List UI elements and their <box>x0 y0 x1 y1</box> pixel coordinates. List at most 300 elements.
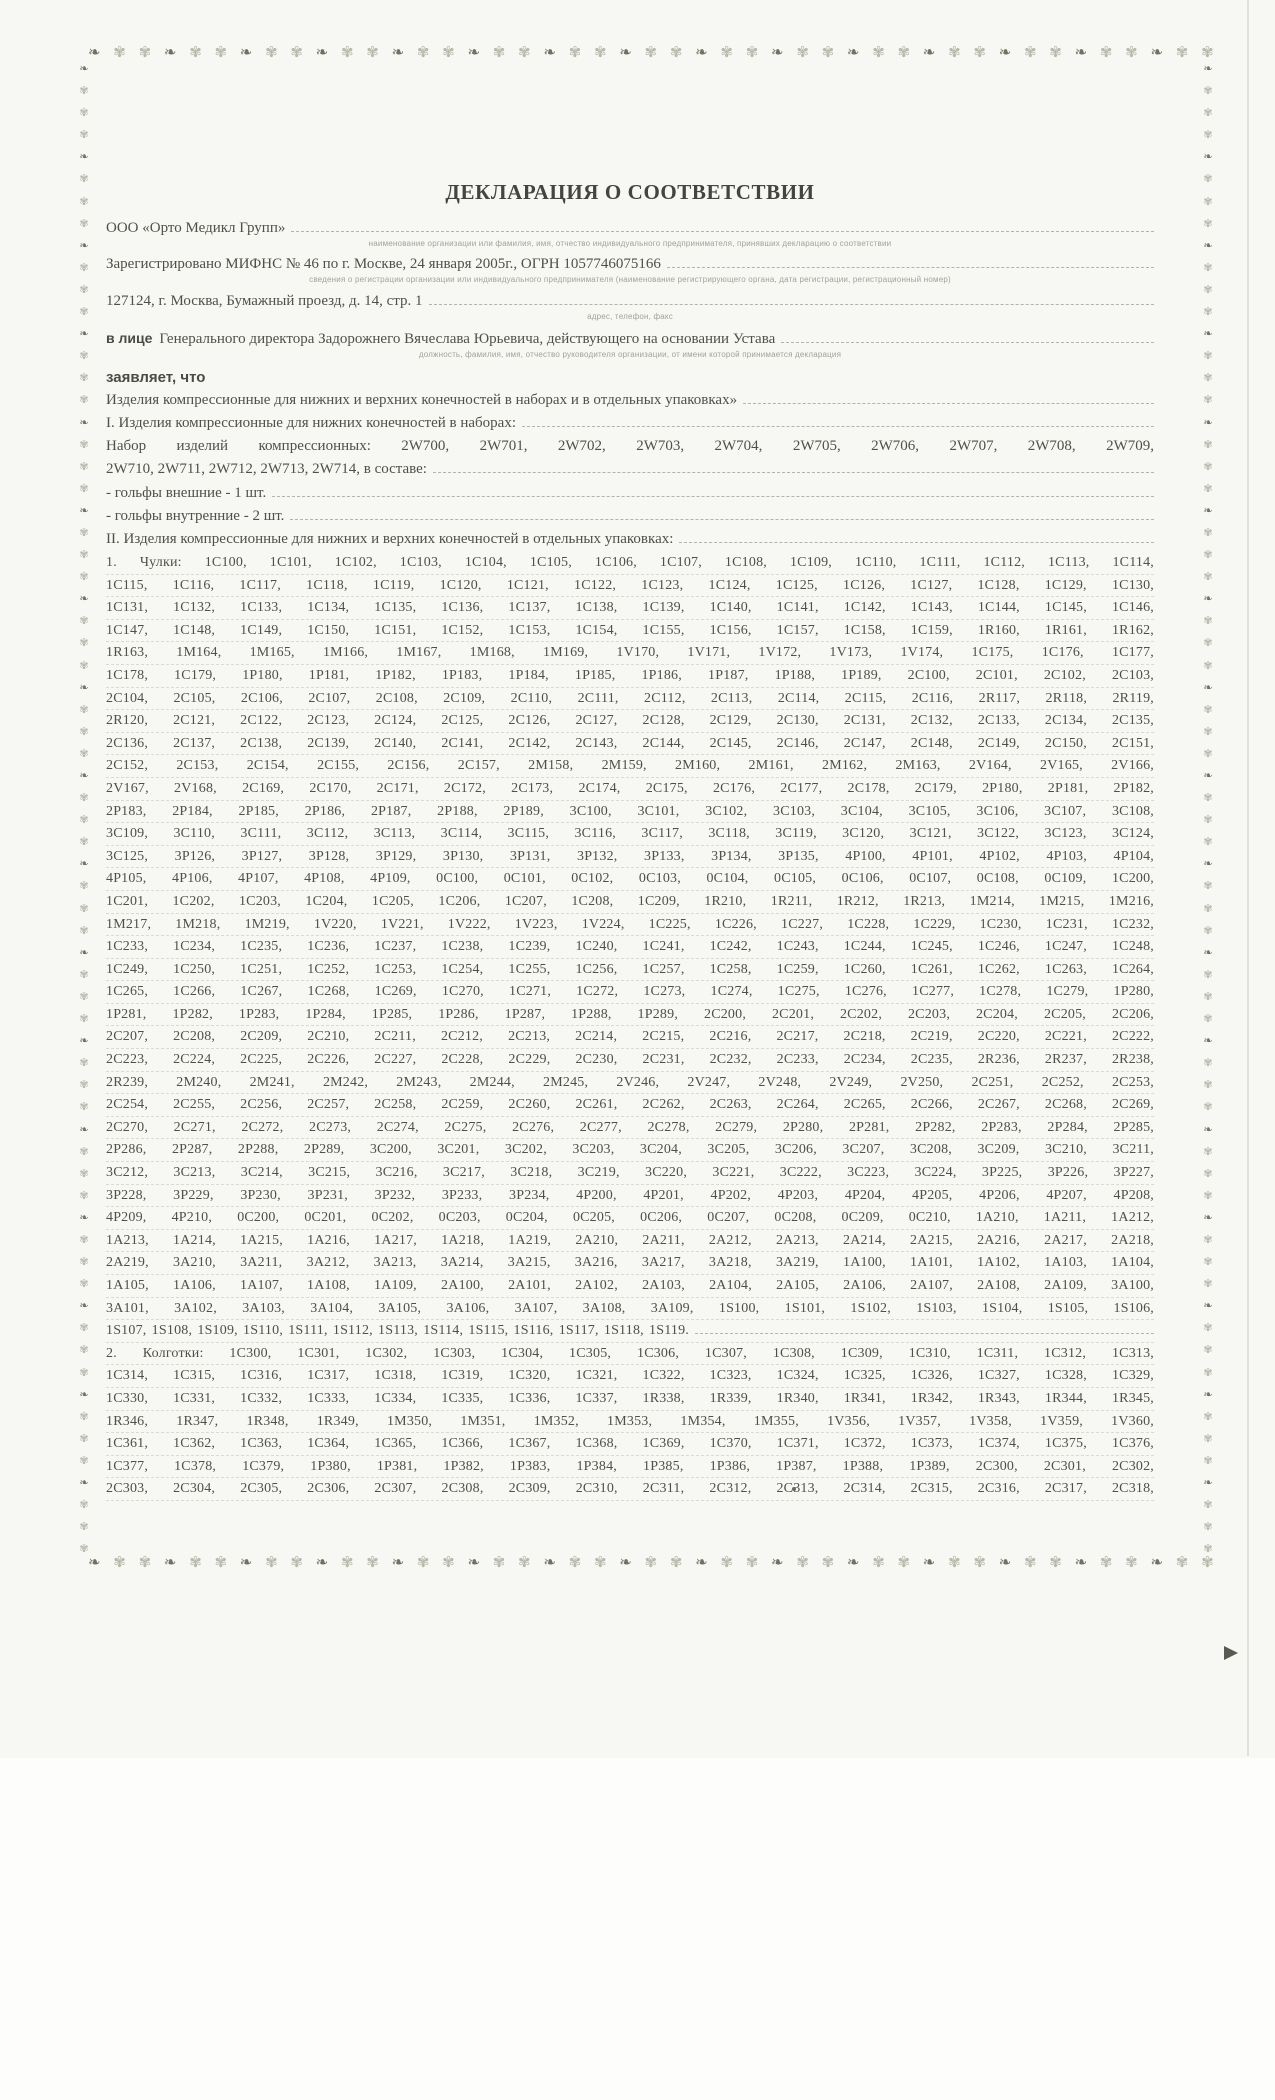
ornament-dark-icon: ❧ <box>88 1555 101 1571</box>
ornament-dark-icon: ❧ <box>1203 416 1213 429</box>
ornament-light-icon: ✾ <box>593 45 607 61</box>
ornament-light-icon: ✾ <box>1203 372 1213 385</box>
ornament-light-icon: ✾ <box>1203 1079 1213 1092</box>
ornament-light-icon: ✾ <box>79 283 89 296</box>
section1-heading: I. Изделия компрессионные для нижних конечностей в наборах: <box>106 415 517 431</box>
ornament-dark-icon: ❧ <box>619 45 632 61</box>
stockings-codes-line: 1C115, 1C116, 1C117, 1C118, 1C119, 1C120, 1C121, 1C122, 1C123, 1C124, 1C125, 1C126, 1C127, 1C128, 1C129, 1C130, <box>106 575 1154 598</box>
ornament-light-icon: ✾ <box>669 1555 683 1571</box>
stockings-codes-line: 2C270, 2C271, 2C272, 2C273, 2C274, 2C275, 2C276, 2C277, 2C278, 2C279, 2P280, 2P281, 2P282, 2P283, 2P284, 2P285, <box>106 1117 1154 1140</box>
ornament-dark-icon: ❧ <box>79 770 89 782</box>
stockings-codes-line: 2C223, 2C224, 2C225, 2C226, 2C227, 2C228, 2C229, 2C230, 2C231, 2C232, 2C233, 2C234, 2C235, 2R236, 2R237, 2R238, <box>106 1049 1154 1072</box>
tights-codes-line: 1C330, 1C331, 1C332, 1C333, 1C334, 1C335, 1C336, 1C337, 1R338, 1R339, 1R340, 1R341, 1R342, 1R343, 1R344, 1R345, <box>106 1388 1154 1411</box>
ornament-light-icon: ✾ <box>1203 814 1213 827</box>
ornament-light-icon: ✾ <box>79 880 89 893</box>
ornament-light-icon: ✾ <box>79 173 89 186</box>
ornament-dark-icon: ❧ <box>79 1035 89 1048</box>
ornament-light-icon: ✾ <box>1203 1521 1213 1534</box>
ornament-light-icon: ✾ <box>442 1555 455 1571</box>
form-rule <box>781 342 1154 343</box>
set-codes-line2: 2W710, 2W711, 2W712, 2W713, 2W714, в составе: <box>106 461 427 477</box>
ornament-light-icon: ✾ <box>1203 1145 1213 1158</box>
ornament-dark-icon: ❧ <box>79 1300 89 1313</box>
registration-row <box>106 254 1154 285</box>
ornament-light-icon: ✾ <box>79 792 89 805</box>
ornament-light-icon: ✾ <box>79 703 89 716</box>
ornament-light-icon: ✾ <box>1203 129 1213 142</box>
ornament-light-icon: ✾ <box>79 924 89 937</box>
tights-codes-line: 2C303, 2C304, 2C305, 2C306, 2C307, 2C308, 2C309, 2C310, 2C311, 2C312, 2C313, 2C314, 2C315, 2C316, 2C317, 2C318, <box>106 1478 1154 1501</box>
ornament-light-icon: ✾ <box>79 1013 89 1026</box>
ornament-light-icon: ✾ <box>1175 1555 1189 1571</box>
ornament-light-icon: ✾ <box>745 45 759 61</box>
ornament-light-icon: ✾ <box>79 836 89 849</box>
border-ornament-left <box>74 64 94 1556</box>
ornament-light-icon: ✾ <box>79 350 89 363</box>
ornament-light-icon: ✾ <box>1201 1555 1214 1571</box>
arrow-artifact <box>1224 1646 1238 1660</box>
ornament-light-icon: ✾ <box>1125 45 1138 61</box>
stockings-codes-line: 1M217, 1M218, 1M219, 1V220, 1V221, 1V222, 1V223, 1V224, 1C225, 1C226, 1C227, 1C228, 1C229, 1C230, 1C231, 1C232, <box>106 914 1154 937</box>
ornament-light-icon: ✾ <box>796 45 809 61</box>
ornament-light-icon: ✾ <box>79 1145 89 1158</box>
ornament-light-icon: ✾ <box>1203 924 1213 937</box>
border-ornament-right <box>1198 64 1218 1556</box>
ornament-light-icon: ✾ <box>1203 990 1213 1003</box>
ornament-light-icon: ✾ <box>1203 549 1213 562</box>
stockings-codes <box>106 552 1154 1343</box>
scan-edge-line <box>1247 0 1249 1756</box>
ornament-light-icon: ✾ <box>79 1233 89 1246</box>
ornament-light-icon: ✾ <box>113 45 126 61</box>
ornament-light-icon: ✾ <box>79 659 89 672</box>
ornament-light-icon: ✾ <box>79 1521 89 1534</box>
stockings-codes-line: 3C212, 3C213, 3C214, 3C215, 3C216, 3C217, 3C218, 3C219, 3C220, 3C221, 3C222, 3C223, 3C224, 3P225, 3P226, 3P227, <box>106 1162 1154 1185</box>
form-rule <box>272 496 1154 497</box>
ornament-light-icon: ✾ <box>1203 1410 1213 1423</box>
form-rule <box>667 267 1154 268</box>
ornament-dark-icon: ❧ <box>1203 1123 1213 1136</box>
ornament-light-icon: ✾ <box>1203 747 1213 760</box>
set-item-inner-row <box>106 506 1154 526</box>
address-caption: адрес, телефон, факс <box>587 312 673 321</box>
ornament-light-icon: ✾ <box>79 1410 89 1423</box>
ornament-light-icon: ✾ <box>821 1555 835 1571</box>
ornament-light-icon: ✾ <box>1203 902 1213 915</box>
ornament-dark-icon: ❧ <box>467 45 481 61</box>
ornament-dark-icon: ❧ <box>1203 1211 1213 1224</box>
ornament-light-icon: ✾ <box>973 1555 986 1571</box>
ornament-dark-icon: ❧ <box>391 45 405 61</box>
ornament-dark-icon: ❧ <box>239 45 253 61</box>
ornament-light-icon: ✾ <box>1203 1233 1213 1246</box>
border-ornament-bottom <box>88 1556 1214 1571</box>
ornament-dark-icon: ❧ <box>1203 1477 1213 1489</box>
stockings-codes-line: 1P281, 1P282, 1P283, 1P284, 1P285, 1P286, 1P287, 1P288, 1P289, 2C200, 2C201, 2C202, 2C203, 2C204, 2C205, 2C206, <box>106 1004 1154 1027</box>
ornament-dark-icon: ❧ <box>79 681 89 694</box>
ornament-light-icon: ✾ <box>1203 1454 1213 1467</box>
ornament-light-icon: ✾ <box>79 85 89 98</box>
tights-codes-line: 2. Колготки: 1C300, 1C301, 1C302, 1C303, 1C304, 1C305, 1C306, 1C307, 1C308, 1C309, 1C310, 1C311, 1C312, 1C313, <box>106 1343 1154 1366</box>
ornament-dark-icon: ❧ <box>239 1555 253 1571</box>
ornament-light-icon: ✾ <box>79 526 89 539</box>
ornament-light-icon: ✾ <box>1203 85 1213 98</box>
stockings-codes-line: 2C152, 2C153, 2C154, 2C155, 2C156, 2C157, 2M158, 2M159, 2M160, 2M161, 2M162, 2M163, 2V164, 2V165, 2V166, <box>106 755 1154 778</box>
ornament-light-icon: ✾ <box>79 990 89 1003</box>
form-rule <box>522 426 1154 427</box>
ornament-light-icon: ✾ <box>79 1189 89 1202</box>
ornament-light-icon: ✾ <box>1203 1013 1213 1026</box>
ornament-light-icon: ✾ <box>872 45 885 61</box>
form-rule <box>679 542 1154 543</box>
stockings-codes-line: 1R163, 1M164, 1M165, 1M166, 1M167, 1M168, 1M169, 1V170, 1V171, 1V172, 1V173, 1V174, 1C175, 1C176, 1C177, <box>106 642 1154 665</box>
ornament-light-icon: ✾ <box>79 460 89 473</box>
ornament-dark-icon: ❧ <box>79 858 89 871</box>
ornament-light-icon: ✾ <box>1203 659 1213 672</box>
ornament-light-icon: ✾ <box>720 1555 733 1571</box>
ornament-light-icon: ✾ <box>1203 526 1213 539</box>
ornament-light-icon: ✾ <box>214 1555 228 1571</box>
ornament-light-icon: ✾ <box>1023 1555 1037 1571</box>
address-row <box>106 291 1154 322</box>
ornament-light-icon: ✾ <box>79 637 89 650</box>
ornament-dark-icon: ❧ <box>1203 151 1213 164</box>
stockings-codes-line: 1A105, 1A106, 1A107, 1A108, 1A109, 2A100, 2A101, 2A102, 2A103, 2A104, 2A105, 2A106, 2A107, 2A108, 2A109, 3A100, <box>106 1275 1154 1298</box>
stockings-codes-line: 1. Чулки: 1C100, 1C101, 1C102, 1C103, 1C104, 1C105, 1C106, 1C107, 1C108, 1C109, 1C110, 1C111, 1C112, 1C113, 1C114, <box>106 552 1154 575</box>
org-name-caption: наименование организации или фамилия, имя, отчество индивидуального предпринимателя, принявших декларацию о соответствии <box>368 239 892 248</box>
section2-heading: II. Изделия компрессионные для нижних и верхних конечностей в отдельных упаковках: <box>106 531 674 547</box>
ornament-dark-icon: ❧ <box>88 45 101 61</box>
stockings-codes-line: 1C233, 1C234, 1C235, 1C236, 1C237, 1C238, 1C239, 1C240, 1C241, 1C242, 1C243, 1C244, 1C245, 1C246, 1C247, 1C248, <box>106 936 1154 959</box>
ornament-light-icon: ✾ <box>113 1555 126 1571</box>
stockings-codes-line: 1C178, 1C179, 1P180, 1P181, 1P182, 1P183, 1P184, 1P185, 1P186, 1P187, 1P188, 1P189, 2C100, 2C101, 2C102, 2C103, <box>106 665 1154 688</box>
stockings-codes-line: 4P209, 4P210, 0C200, 0C201, 0C202, 0C203, 0C204, 0C205, 0C206, 0C207, 0C208, 0C209, 0C210, 1A210, 1A211, 1A212, <box>106 1207 1154 1230</box>
representative-caption: должность, фамилия, имя, отчество руководителя организации, от имени которой принимается декларация <box>418 350 842 359</box>
ornament-light-icon: ✾ <box>669 45 683 61</box>
tights-codes <box>106 1343 1154 1501</box>
ornament-light-icon: ✾ <box>1203 1189 1213 1202</box>
ornament-dark-icon: ❧ <box>1203 593 1213 606</box>
ornament-dark-icon: ❧ <box>922 1555 936 1571</box>
ornament-light-icon: ✾ <box>1203 1256 1213 1269</box>
ornament-light-icon: ✾ <box>1203 1057 1213 1070</box>
ornament-light-icon: ✾ <box>492 1555 506 1571</box>
ornament-light-icon: ✾ <box>1203 725 1213 738</box>
ornament-dark-icon: ❧ <box>771 45 784 61</box>
ornament-light-icon: ✾ <box>79 394 89 407</box>
ornament-light-icon: ✾ <box>1203 1543 1213 1556</box>
ornament-dark-icon: ❧ <box>79 63 89 75</box>
ornament-light-icon: ✾ <box>79 1366 89 1379</box>
stockings-codes-line: 2V167, 2V168, 2C169, 2C170, 2C171, 2C172, 2C173, 2C174, 2C175, 2C176, 2C177, 2C178, 2C179, 2P180, 2P181, 2P182, <box>106 778 1154 801</box>
ornament-light-icon: ✾ <box>1099 1555 1113 1571</box>
ornament-light-icon: ✾ <box>1125 1555 1138 1571</box>
representative-row <box>106 328 1154 360</box>
stockings-codes-line: 2A219, 3A210, 3A211, 3A212, 3A213, 3A214, 3A215, 3A216, 3A217, 3A218, 3A219, 1A100, 1A101, 1A102, 1A103, 1A104, <box>106 1252 1154 1275</box>
ornament-light-icon: ✾ <box>366 1555 379 1571</box>
ornament-dark-icon: ❧ <box>163 1555 177 1571</box>
ornament-dark-icon: ❧ <box>543 45 556 61</box>
ornament-dark-icon: ❧ <box>1203 1300 1213 1313</box>
scanner-bed-area <box>0 1758 1275 2100</box>
ornament-light-icon: ✾ <box>720 45 733 61</box>
ornament-light-icon: ✾ <box>79 571 89 584</box>
ornament-dark-icon: ❧ <box>467 1555 481 1571</box>
ornament-light-icon: ✾ <box>1099 45 1113 61</box>
ornament-light-icon: ✾ <box>416 1555 430 1571</box>
ornament-light-icon: ✾ <box>79 747 89 760</box>
ornament-dark-icon: ❧ <box>1203 328 1213 341</box>
ornament-dark-icon: ❧ <box>1150 1555 1164 1571</box>
set-codes-line2-row <box>106 459 1154 479</box>
ornament-dark-icon: ❧ <box>79 946 89 959</box>
ornament-light-icon: ✾ <box>1203 1499 1213 1512</box>
ornament-light-icon: ✾ <box>1203 1432 1213 1445</box>
ornament-light-icon: ✾ <box>1023 45 1037 61</box>
org-name: ООО «Орто Медикл Групп» <box>106 220 286 236</box>
ornament-light-icon: ✾ <box>1203 880 1213 893</box>
ornament-light-icon: ✾ <box>492 45 506 61</box>
ornament-light-icon: ✾ <box>79 107 89 120</box>
stockings-codes-line: 1S107, 1S108, 1S109, 1S110, 1S111, 1S112, 1S113, 1S114, 1S115, 1S116, 1S117, 1S118, 1S119. <box>106 1320 1154 1343</box>
declares-row <box>106 368 1154 388</box>
section1-heading-row <box>106 413 1154 433</box>
ornament-dark-icon: ❧ <box>922 45 936 61</box>
ornament-light-icon: ✾ <box>79 1454 89 1467</box>
tights-codes-line: 1C361, 1C362, 1C363, 1C364, 1C365, 1C366, 1C367, 1C368, 1C369, 1C370, 1C371, 1C372, 1C373, 1C374, 1C375, 1C376, <box>106 1433 1154 1456</box>
page-title: ДЕКЛАРАЦИЯ О СООТВЕТСТВИИ <box>445 180 815 204</box>
ornament-light-icon: ✾ <box>79 549 89 562</box>
stockings-codes-line: 2R120, 2C121, 2C122, 2C123, 2C124, 2C125, 2C126, 2C127, 2C128, 2C129, 2C130, 2C131, 2C132, 2C133, 2C134, 2C135, <box>106 710 1154 733</box>
ornament-dark-icon: ❧ <box>1203 1388 1213 1401</box>
ornament-light-icon: ✾ <box>79 1079 89 1092</box>
ornament-light-icon: ✾ <box>973 45 986 61</box>
ornament-dark-icon: ❧ <box>1203 63 1213 75</box>
ornament-light-icon: ✾ <box>265 45 278 61</box>
ornament-dark-icon: ❧ <box>79 416 89 429</box>
ornament-light-icon: ✾ <box>518 45 531 61</box>
ornament-dark-icon: ❧ <box>1203 504 1213 517</box>
ornament-light-icon: ✾ <box>79 195 89 208</box>
tights-codes-line: 1C377, 1C378, 1C379, 1P380, 1P381, 1P382, 1P383, 1P384, 1P385, 1P386, 1P387, 1P388, 1P389, 2C300, 2C301, 2C302, <box>106 1456 1154 1479</box>
ornament-dark-icon: ❧ <box>543 1555 556 1571</box>
ornament-light-icon: ✾ <box>1203 460 1213 473</box>
ornament-dark-icon: ❧ <box>315 45 329 61</box>
ornament-dark-icon: ❧ <box>79 504 89 517</box>
ornament-light-icon: ✾ <box>79 1057 89 1070</box>
ornament-light-icon: ✾ <box>79 1322 89 1335</box>
declaration-document <box>106 180 1154 1497</box>
ornament-light-icon: ✾ <box>79 306 89 319</box>
ornament-light-icon: ✾ <box>1203 1278 1213 1291</box>
ornament-light-icon: ✾ <box>644 45 658 61</box>
ornament-light-icon: ✾ <box>79 1256 89 1269</box>
ornament-light-icon: ✾ <box>1203 792 1213 805</box>
ornament-light-icon: ✾ <box>897 45 911 61</box>
ornament-dark-icon: ❧ <box>846 45 860 61</box>
ornament-light-icon: ✾ <box>745 1555 759 1571</box>
ornament-light-icon: ✾ <box>79 725 89 738</box>
ornament-light-icon: ✾ <box>79 129 89 142</box>
stockings-codes-line: 3A101, 3A102, 3A103, 3A104, 3A105, 3A106, 3A107, 3A108, 3A109, 1S100, 1S101, 1S102, 1S103, 1S104, 1S105, 1S106, <box>106 1298 1154 1321</box>
ornament-light-icon: ✾ <box>1203 350 1213 363</box>
ornament-light-icon: ✾ <box>79 261 89 274</box>
form-rule <box>290 519 1154 520</box>
stockings-codes-line: 3P228, 3P229, 3P230, 3P231, 3P232, 3P233, 3P234, 4P200, 4P201, 4P202, 4P203, 4P204, 4P205, 4P206, 4P207, 4P208, <box>106 1185 1154 1208</box>
ornament-light-icon: ✾ <box>821 45 835 61</box>
ornament-light-icon: ✾ <box>1203 703 1213 716</box>
stockings-codes-line: 2R239, 2M240, 2M241, 2M242, 2M243, 2M244, 2M245, 2V246, 2V247, 2V248, 2V249, 2V250, 2C251, 2C252, 2C253, <box>106 1072 1154 1095</box>
ornament-dark-icon: ❧ <box>79 1477 89 1489</box>
org-name-row <box>106 218 1154 249</box>
ornament-light-icon: ✾ <box>290 45 303 61</box>
form-rule <box>429 304 1155 305</box>
ornament-light-icon: ✾ <box>1203 1366 1213 1379</box>
ornament-light-icon: ✾ <box>79 814 89 827</box>
ornament-dark-icon: ❧ <box>79 1123 89 1136</box>
ornament-light-icon: ✾ <box>79 615 89 628</box>
ornament-light-icon: ✾ <box>340 45 354 61</box>
stockings-codes-line: 3C109, 3C110, 3C111, 3C112, 3C113, 3C114, 3C115, 3C116, 3C117, 3C118, 3C119, 3C120, 3C121, 3C122, 3C123, 3C124, <box>106 823 1154 846</box>
ornament-dark-icon: ❧ <box>1203 858 1213 871</box>
ornament-light-icon: ✾ <box>1203 107 1213 120</box>
ornament-light-icon: ✾ <box>79 1167 89 1180</box>
ornament-light-icon: ✾ <box>79 1344 89 1357</box>
stockings-codes-line: 2C207, 2C208, 2C209, 2C210, 2C211, 2C212, 2C213, 2C214, 2C215, 2C216, 2C217, 2C218, 2C219, 2C220, 2C221, 2C222, <box>106 1026 1154 1049</box>
set-item-outer-row <box>106 483 1154 503</box>
ornament-light-icon: ✾ <box>644 1555 658 1571</box>
set-codes-line1: Набор изделий компрессионных: 2W700, 2W701, 2W702, 2W703, 2W704, 2W705, 2W706, 2W707, 2W708, 2W709, <box>106 438 1154 454</box>
ornament-light-icon: ✾ <box>1203 836 1213 849</box>
stockings-codes-line: 2P183, 2P184, 2P185, 2P186, 2P187, 2P188, 2P189, 3C100, 3C101, 3C102, 3C103, 3C104, 3C105, 3C106, 3C107, 3C108, <box>106 801 1154 824</box>
stockings-codes-line: 1C201, 1C202, 1C203, 1C204, 1C205, 1C206, 1C207, 1C208, 1C209, 1R210, 1R211, 1R212, 1R213, 1M214, 1M215, 1M216, <box>106 891 1154 914</box>
ornament-light-icon: ✾ <box>593 1555 607 1571</box>
ornament-light-icon: ✾ <box>1203 637 1213 650</box>
ornament-light-icon: ✾ <box>1203 615 1213 628</box>
ornament-dark-icon: ❧ <box>79 239 89 252</box>
ornament-light-icon: ✾ <box>1175 45 1189 61</box>
ornament-light-icon: ✾ <box>1203 482 1213 495</box>
ornament-light-icon: ✾ <box>1203 173 1213 186</box>
ornament-dark-icon: ❧ <box>1074 1555 1088 1571</box>
tights-codes-line: 1R346, 1R347, 1R348, 1R349, 1M350, 1M351, 1M352, 1M353, 1M354, 1M355, 1V356, 1V357, 1V358, 1V359, 1V360, <box>106 1411 1154 1434</box>
subject-row <box>106 390 1154 410</box>
ornament-light-icon: ✾ <box>1201 45 1214 61</box>
product-codes-block <box>106 552 1154 1501</box>
ornament-dark-icon: ❧ <box>771 1555 784 1571</box>
stockings-codes-line: 1C265, 1C266, 1C267, 1C268, 1C269, 1C270, 1C271, 1C272, 1C273, 1C274, 1C275, 1C276, 1C277, 1C278, 1C279, 1P280, <box>106 981 1154 1004</box>
tights-codes-line: 1C314, 1C315, 1C316, 1C317, 1C318, 1C319, 1C320, 1C321, 1C322, 1C323, 1C324, 1C325, 1C326, 1C327, 1C328, 1C329, <box>106 1365 1154 1388</box>
ornament-light-icon: ✾ <box>1049 1555 1062 1571</box>
registration-info: Зарегистрировано МИФНС № 46 по г. Москве, 24 января 2005г., ОГРН 1057746075166 <box>106 256 661 272</box>
ornament-dark-icon: ❧ <box>695 1555 708 1571</box>
stockings-codes-line: 1C249, 1C250, 1C251, 1C252, 1C253, 1C254, 1C255, 1C256, 1C257, 1C258, 1C259, 1C260, 1C261, 1C262, 1C263, 1C264, <box>106 959 1154 982</box>
ornament-light-icon: ✾ <box>79 372 89 385</box>
ornament-dark-icon: ❧ <box>315 1555 329 1571</box>
stockings-codes-line: 2C104, 2C105, 2C106, 2C107, 2C108, 2C109, 2C110, 2C111, 2C112, 2C113, 2C114, 2C115, 2C116, 2R117, 2R118, 2R119, <box>106 688 1154 711</box>
ornament-light-icon: ✾ <box>189 1555 202 1571</box>
ornament-dark-icon: ❧ <box>1203 239 1213 252</box>
ornament-dark-icon: ❧ <box>695 45 708 61</box>
ornament-light-icon: ✾ <box>1203 438 1213 451</box>
ornament-light-icon: ✾ <box>442 45 455 61</box>
ornament-dark-icon: ❧ <box>998 45 1012 61</box>
declares-label: заявляет, что <box>106 369 206 386</box>
form-rule <box>695 1333 1154 1334</box>
ornament-light-icon: ✾ <box>1203 261 1213 274</box>
ornament-light-icon: ✾ <box>1203 195 1213 208</box>
ornament-light-icon: ✾ <box>79 1432 89 1445</box>
stockings-codes-line: 1C147, 1C148, 1C149, 1C150, 1C151, 1C152, 1C153, 1C154, 1C155, 1C156, 1C157, 1C158, 1C159, 1R160, 1R161, 1R162, <box>106 620 1154 643</box>
ornament-light-icon: ✾ <box>79 217 89 230</box>
stockings-codes-line: 1A213, 1A214, 1A215, 1A216, 1A217, 1A218, 1A219, 2A210, 2A211, 2A212, 2A213, 2A214, 2A215, 2A216, 2A217, 2A218, <box>106 1230 1154 1253</box>
ornament-light-icon: ✾ <box>265 1555 278 1571</box>
ornament-light-icon: ✾ <box>1203 1101 1213 1114</box>
representative-label: в лице <box>106 330 153 346</box>
ornament-light-icon: ✾ <box>214 45 228 61</box>
ornament-dark-icon: ❧ <box>1203 946 1213 959</box>
ornament-light-icon: ✾ <box>79 1101 89 1114</box>
form-rule <box>291 231 1154 232</box>
ornament-light-icon: ✾ <box>138 1555 152 1571</box>
ornament-dark-icon: ❧ <box>846 1555 860 1571</box>
subject-text: Изделия компрессионные для нижних и верхних конечностей в наборах и в отдельных упаковках» <box>106 392 738 408</box>
set-item-inner: - гольфы внутренние - 2 шт. <box>106 508 285 524</box>
ornament-light-icon: ✾ <box>1203 968 1213 981</box>
ornament-light-icon: ✾ <box>1203 571 1213 584</box>
ornament-light-icon: ✾ <box>416 45 430 61</box>
ornament-dark-icon: ❧ <box>1074 45 1088 61</box>
set-item-outer: - гольфы внешние - 1 шт. <box>106 485 267 501</box>
ornament-dark-icon: ❧ <box>619 1555 632 1571</box>
ornament-dark-icon: ❧ <box>391 1555 405 1571</box>
stockings-codes-line: 3C125, 3P126, 3P127, 3P128, 3P129, 3P130, 3P131, 3P132, 3P133, 3P134, 3P135, 4P100, 4P101, 4P102, 4P103, 4P104, <box>106 846 1154 869</box>
ornament-light-icon: ✾ <box>1203 283 1213 296</box>
ornament-light-icon: ✾ <box>79 1278 89 1291</box>
ornament-light-icon: ✾ <box>948 1555 961 1571</box>
representative-name: Генерального директора Задорожнего Вячеслава Юрьевича, действующего на основании Устава <box>159 331 776 347</box>
ornament-light-icon: ✾ <box>1203 306 1213 319</box>
ornament-dark-icon: ❧ <box>79 328 89 341</box>
border-ornament-top <box>88 46 1214 61</box>
ornament-light-icon: ✾ <box>796 1555 809 1571</box>
registration-caption: сведения о регистрации организации или индивидуального предпринимателя (наименование регистрирующего органа, дата регистрации, регистрационный номер) <box>309 275 951 284</box>
ornament-light-icon: ✾ <box>1203 1167 1213 1180</box>
ornament-light-icon: ✾ <box>948 45 961 61</box>
ornament-light-icon: ✾ <box>79 1543 89 1556</box>
stockings-codes-line: 2C136, 2C137, 2C138, 2C139, 2C140, 2C141, 2C142, 2C143, 2C144, 2C145, 2C146, 2C147, 2C148, 2C149, 2C150, 2C151, <box>106 733 1154 756</box>
ornament-light-icon: ✾ <box>189 45 202 61</box>
ornament-light-icon: ✾ <box>290 1555 303 1571</box>
ornament-dark-icon: ❧ <box>163 45 177 61</box>
form-rule <box>433 472 1154 473</box>
ornament-dark-icon: ❧ <box>1203 681 1213 694</box>
form-rule <box>743 403 1154 404</box>
ornament-light-icon: ✾ <box>1203 1344 1213 1357</box>
ornament-light-icon: ✾ <box>897 1555 911 1571</box>
ornament-light-icon: ✾ <box>568 45 582 61</box>
ornament-light-icon: ✾ <box>568 1555 582 1571</box>
ornament-dark-icon: ❧ <box>998 1555 1012 1571</box>
ornament-dark-icon: ❧ <box>79 1211 89 1224</box>
ornament-light-icon: ✾ <box>518 1555 531 1571</box>
ornament-light-icon: ✾ <box>1203 1322 1213 1335</box>
stockings-codes-line: 1C131, 1C132, 1C133, 1C134, 1C135, 1C136, 1C137, 1C138, 1C139, 1C140, 1C141, 1C142, 1C143, 1C144, 1C145, 1C146, <box>106 597 1154 620</box>
ornament-dark-icon: ❧ <box>79 1388 89 1401</box>
stockings-codes-line: 2C254, 2C255, 2C256, 2C257, 2C258, 2C259, 2C260, 2C261, 2C262, 2C263, 2C264, 2C265, 2C266, 2C267, 2C268, 2C269, <box>106 1094 1154 1117</box>
ornament-light-icon: ✾ <box>1049 45 1062 61</box>
ornament-dark-icon: ❧ <box>79 151 89 164</box>
